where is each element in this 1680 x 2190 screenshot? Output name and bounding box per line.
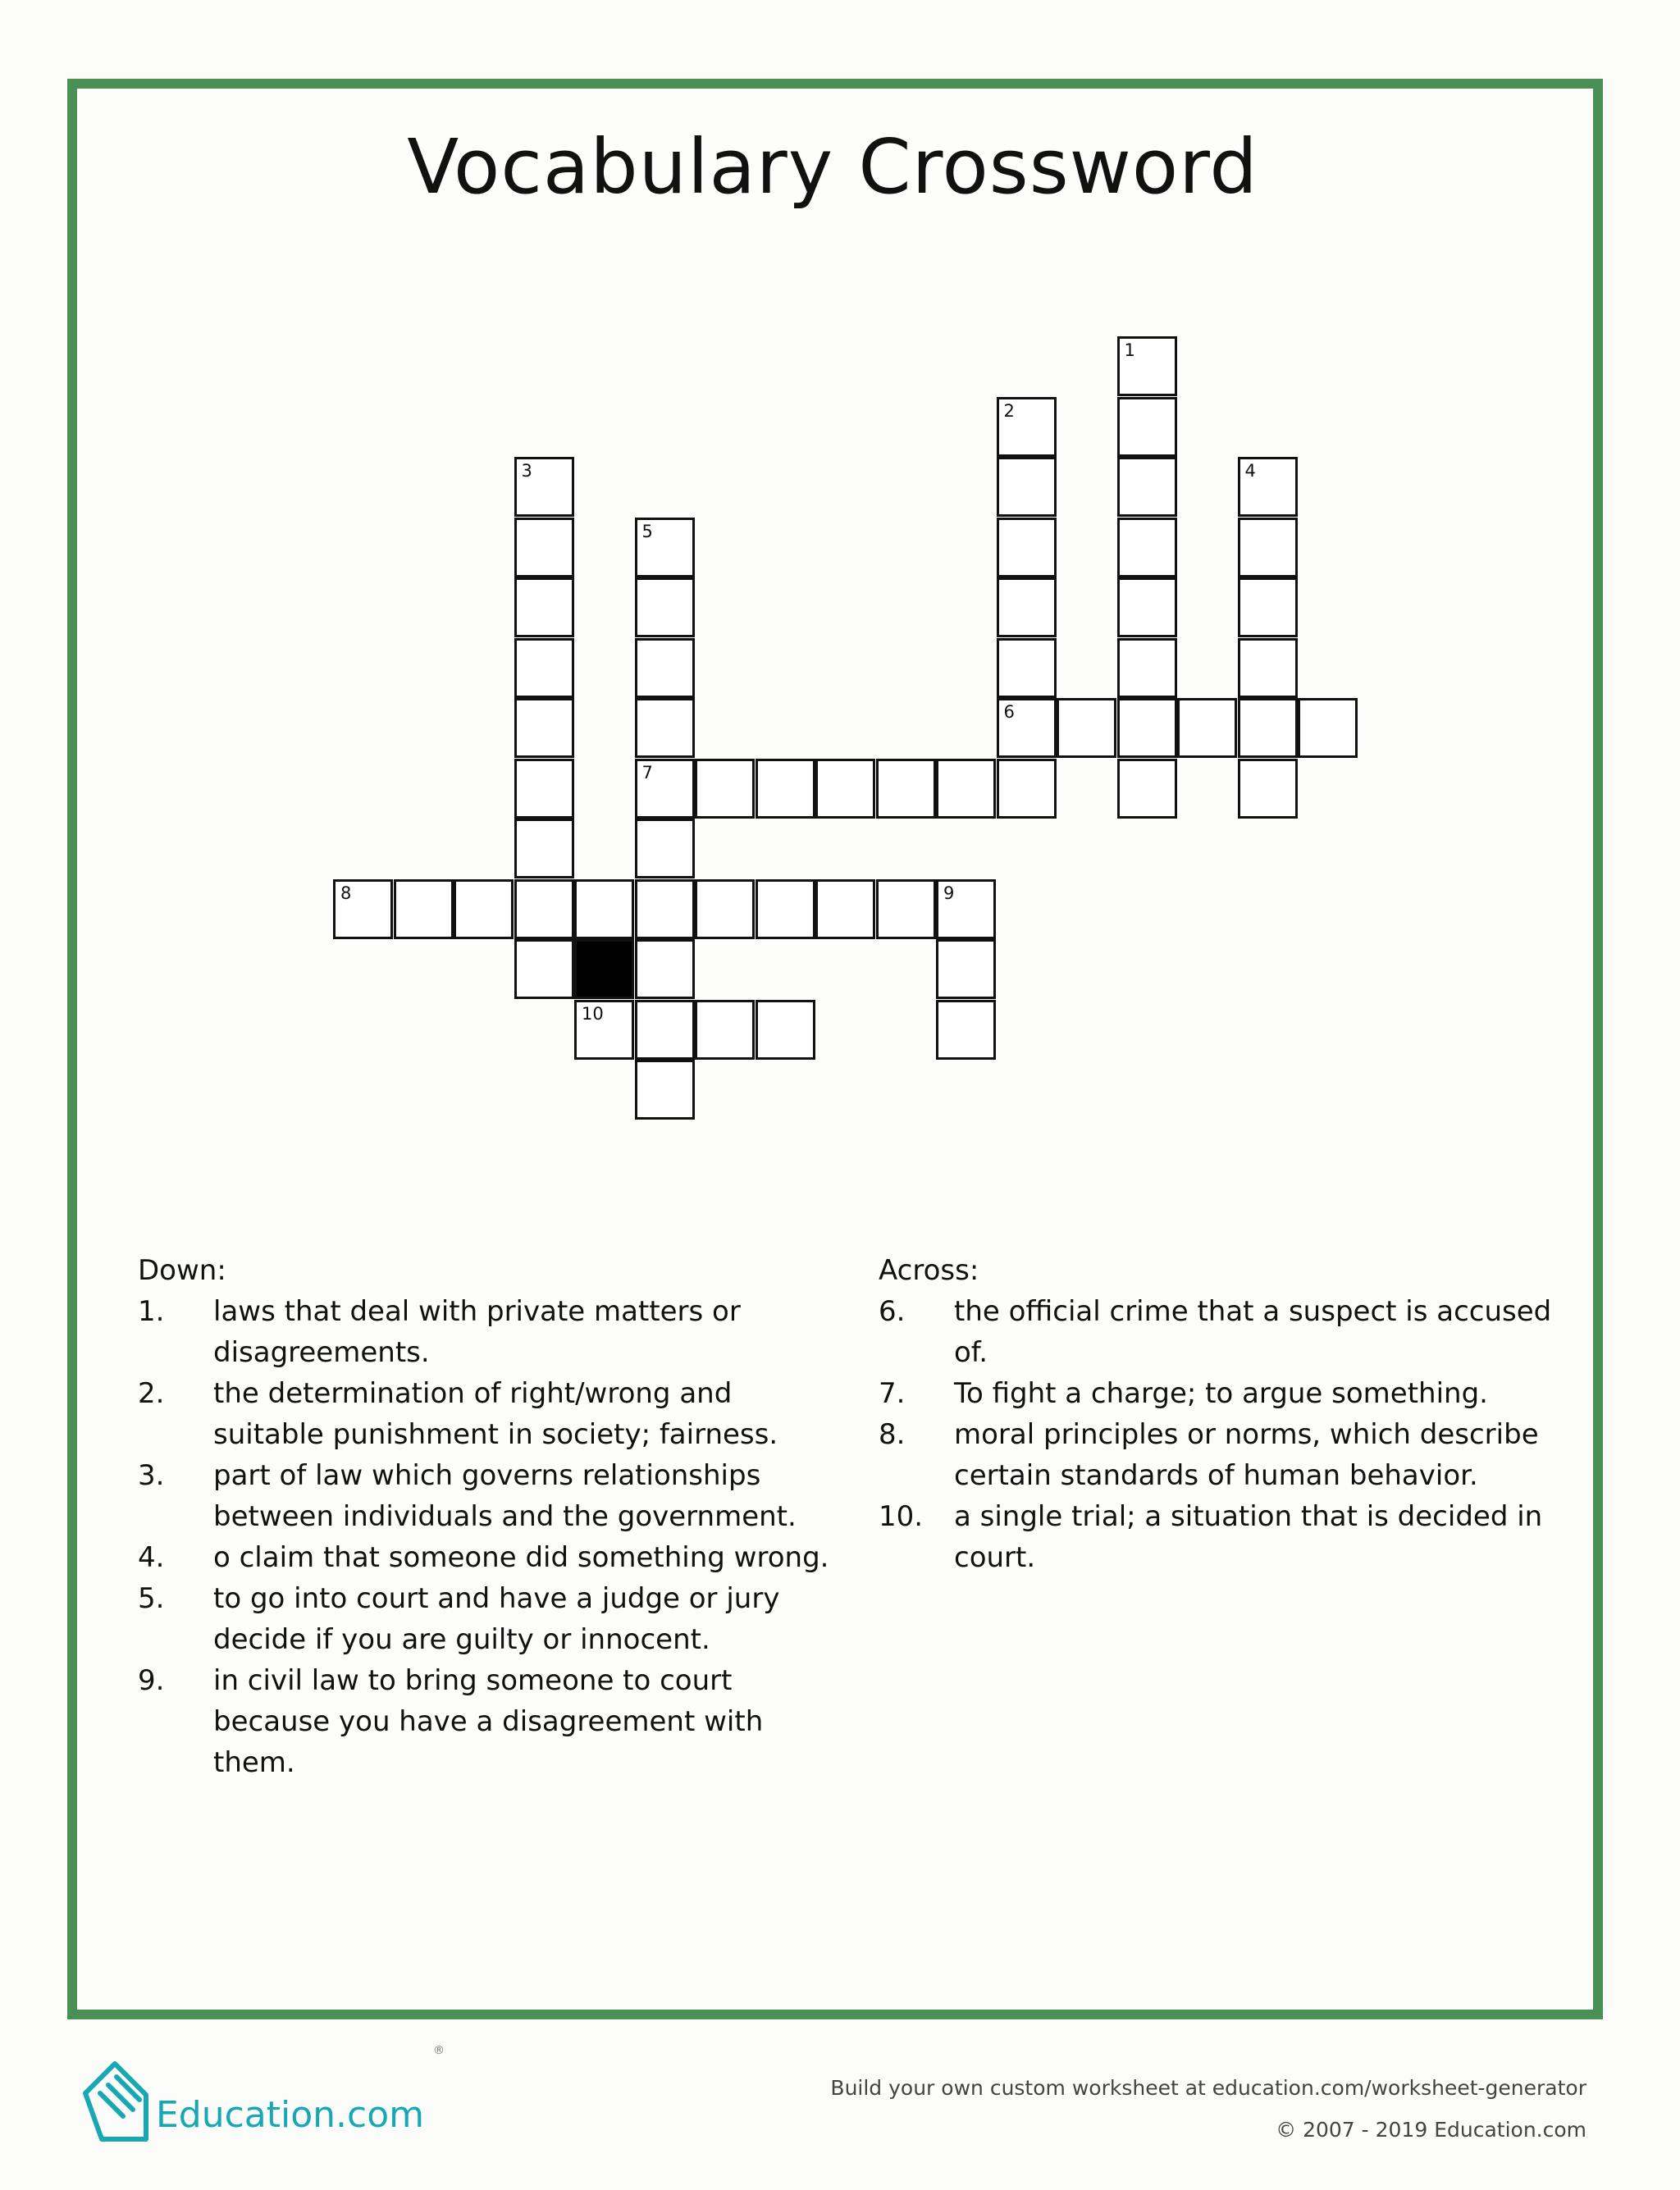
clue-number: 3. — [138, 1459, 165, 1492]
crossword-cell[interactable] — [997, 759, 1057, 819]
crossword-cell[interactable] — [514, 698, 574, 758]
clue-number: 10. — [879, 1500, 924, 1533]
crossword-cell[interactable] — [635, 518, 695, 577]
crossword-cell[interactable] — [635, 1000, 695, 1060]
crossword-cell[interactable] — [936, 879, 996, 939]
clue-text: To fight a charge; to argue something. — [954, 1377, 1488, 1410]
crossword-cell[interactable] — [514, 638, 574, 698]
across-clue — [879, 1414, 1568, 1496]
crossword-cell[interactable] — [394, 879, 454, 939]
clue-number: 7 — [641, 762, 653, 782]
crossword-cell[interactable] — [815, 759, 875, 819]
crossword-cell[interactable] — [1238, 577, 1298, 637]
crossword-cell[interactable] — [1298, 698, 1358, 758]
clue-text: the official crime that a suspect is accused of. — [954, 1295, 1552, 1369]
crossword-cell[interactable] — [635, 939, 695, 999]
brand-name: Education.com — [156, 2094, 425, 2136]
crossword-cell[interactable] — [876, 879, 936, 939]
down-clue — [138, 1660, 843, 1783]
crossword-cell[interactable] — [1238, 759, 1298, 819]
across-clue — [879, 1373, 1568, 1414]
down-clue — [138, 1578, 843, 1660]
crossword-cell[interactable] — [1117, 638, 1177, 698]
crossword-cell[interactable] — [1117, 518, 1177, 577]
clue-number: 1. — [138, 1295, 165, 1328]
crossword-cell[interactable] — [514, 819, 574, 878]
clue-number: 1 — [1124, 340, 1135, 360]
registered-mark: ® — [433, 2044, 445, 2057]
crossword-cell[interactable] — [1238, 698, 1298, 758]
crossword-cell[interactable] — [1117, 397, 1177, 457]
crossword-cell[interactable] — [756, 879, 815, 939]
crossword-cell[interactable] — [997, 397, 1057, 457]
clue-number: 2. — [138, 1377, 165, 1410]
crossword-cell[interactable] — [1238, 518, 1298, 577]
crossword-cell[interactable] — [936, 1000, 996, 1060]
crossword-cell[interactable] — [997, 518, 1057, 577]
crossword-cell[interactable] — [1177, 698, 1237, 758]
crossword-cell[interactable] — [635, 638, 695, 698]
crossword-cell[interactable] — [514, 879, 574, 939]
clue-number: 7. — [879, 1377, 906, 1410]
crossword-cell[interactable] — [635, 698, 695, 758]
crossword-cell[interactable] — [1238, 457, 1298, 517]
clue-text: laws that deal with private matters or disagreements. — [213, 1295, 741, 1369]
down-clue — [138, 1537, 843, 1578]
crossword-cell[interactable] — [695, 1000, 755, 1060]
down-clue — [138, 1455, 843, 1537]
across-clue — [879, 1291, 1568, 1373]
across-clue — [879, 1496, 1568, 1578]
crossword-cell[interactable] — [815, 879, 875, 939]
clue-text: part of law which governs relationships between individuals and the government. — [213, 1459, 797, 1533]
clue-text: the determination of right/wrong and suitable punishment in society; fairness. — [213, 1377, 778, 1451]
down-clue-list — [138, 1291, 843, 1783]
crossword-cell[interactable] — [1117, 577, 1177, 637]
crossword-cell[interactable] — [635, 577, 695, 637]
clue-number: 4 — [1244, 461, 1256, 481]
crossword-cell[interactable] — [997, 638, 1057, 698]
clue-number: 6 — [1003, 702, 1015, 722]
crossword-cell[interactable] — [635, 819, 695, 878]
crossword-cell[interactable] — [1238, 638, 1298, 698]
crossword-cell[interactable] — [695, 879, 755, 939]
down-clues — [138, 1250, 843, 1783]
page-title: Vocabulary Crossword — [407, 123, 1258, 211]
crossword-cell[interactable] — [514, 759, 574, 819]
crossword-cell[interactable] — [1117, 698, 1177, 758]
crossword-cell[interactable] — [997, 577, 1057, 637]
crossword-cell[interactable] — [635, 759, 695, 819]
crossword-cell[interactable] — [454, 879, 514, 939]
clue-text: in civil law to bring someone to court because you have a disagreement with them. — [213, 1664, 764, 1779]
clue-number: 8 — [340, 883, 352, 903]
across-clues — [879, 1250, 1568, 1578]
crossword-cell[interactable] — [514, 577, 574, 637]
clue-number: 5 — [641, 521, 653, 541]
crossword-cell[interactable] — [1117, 759, 1177, 819]
crossword-cell[interactable] — [1117, 336, 1177, 396]
across-clue-list — [879, 1291, 1568, 1578]
worksheet-generator-tagline: Build your own custom worksheet at education.com/worksheet-generator — [830, 2076, 1586, 2100]
crossword-cell[interactable] — [635, 1060, 695, 1120]
crossword-cell[interactable] — [756, 759, 815, 819]
crossword-cell[interactable] — [1117, 457, 1177, 517]
crossword-cell[interactable] — [635, 879, 695, 939]
crossword-cell[interactable] — [574, 879, 634, 939]
crossword-cell[interactable] — [1057, 698, 1116, 758]
crossword-cell[interactable] — [514, 457, 574, 517]
crossword-cell[interactable] — [936, 759, 996, 819]
crossword-cell[interactable] — [997, 698, 1057, 758]
clue-text: moral principles or norms, which describe certain standards of human behavior. — [954, 1418, 1539, 1492]
down-clue — [138, 1373, 843, 1455]
crossword-cell[interactable] — [333, 879, 393, 939]
clue-text: a single trial; a situation that is decided in court. — [954, 1500, 1543, 1574]
across-heading: Across: — [879, 1254, 979, 1287]
clue-text: to go into court and have a judge or jury decide if you are guilty or innocent. — [213, 1582, 780, 1656]
down-clue — [138, 1291, 843, 1373]
clue-number: 4. — [138, 1541, 165, 1574]
clue-number: 9. — [138, 1664, 165, 1697]
crossword-cell[interactable] — [876, 759, 936, 819]
crossword-cell[interactable] — [695, 759, 755, 819]
clue-number: 5. — [138, 1582, 165, 1615]
clue-number: 3 — [521, 461, 532, 481]
clue-number: 2 — [1003, 400, 1015, 421]
clue-text: o claim that someone did something wrong. — [213, 1541, 829, 1574]
crossword-black-cell — [574, 939, 634, 999]
clue-number: 8. — [879, 1418, 906, 1451]
copyright-text: © 2007 - 2019 Education.com — [1276, 2118, 1586, 2142]
crossword-cell[interactable] — [936, 939, 996, 999]
clue-number: 6. — [879, 1295, 906, 1328]
crossword-cell[interactable] — [756, 1000, 815, 1060]
clue-number: 9 — [943, 883, 955, 903]
crossword-cell[interactable] — [514, 939, 574, 999]
crossword-cell[interactable] — [997, 457, 1057, 517]
crossword-cell[interactable] — [574, 1000, 634, 1060]
clue-number: 10 — [582, 1003, 604, 1024]
crossword-cell[interactable] — [514, 518, 574, 577]
down-heading: Down: — [138, 1254, 226, 1287]
